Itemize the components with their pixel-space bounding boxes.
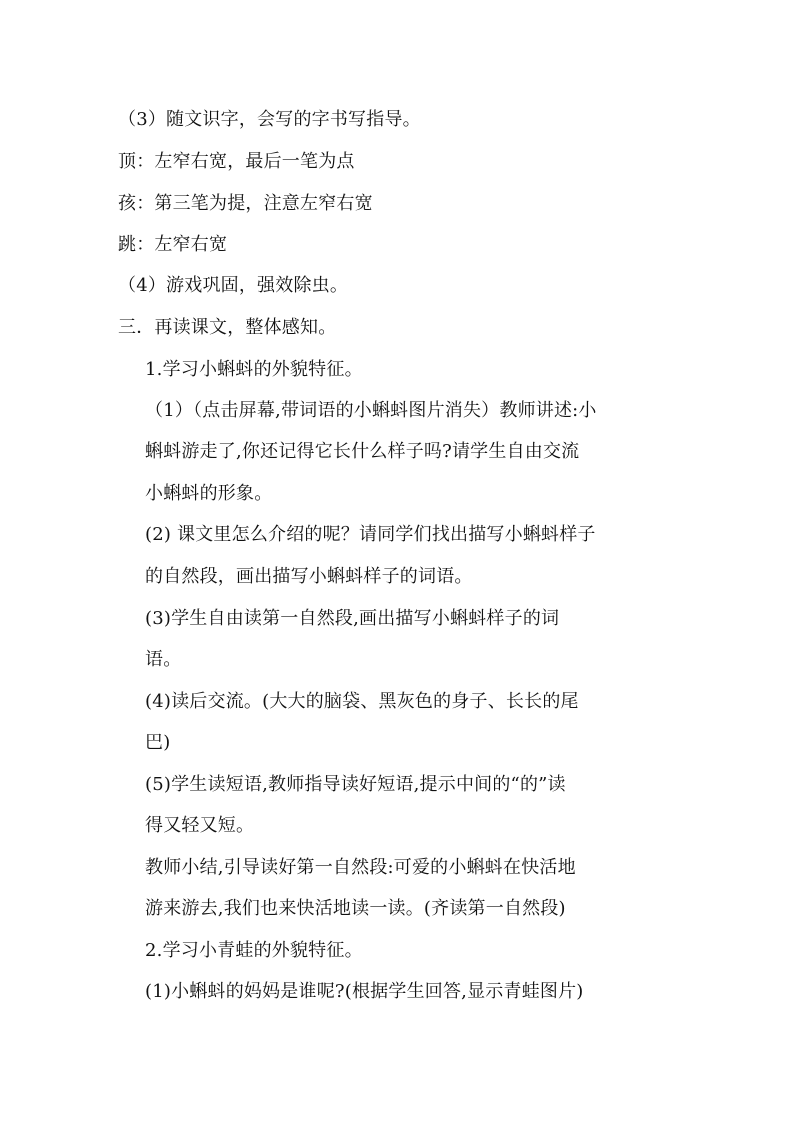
text-line: 巴) [145,732,171,753]
text-line: （4）游戏巩固，强效除虫。 [118,275,349,296]
text-line: (3)学生自由读第一自然段,画出描写小蝌蚪样子的词 [145,608,560,629]
text-line: 得又轻又短。 [145,815,255,836]
text-line: (4)读后交流。(大大的脑袋、黑灰色的身子、长长的尾 [145,691,579,712]
text-line: （1）（点击屏幕,带词语的小蝌蚪图片消失）教师讲述:小 [145,400,597,421]
subsection-heading: 1.学习小蝌蚪的外貌特征。 [145,359,363,380]
text-line: (5)学生读短语,教师指导读好短语,提示中间的“的”读 [145,774,566,795]
text-line: 孩：第三笔为提，注意左窄右宽 [118,193,373,214]
text-line: 教师小结,引导读好第一自然段:可爱的小蝌蚪在快活地 [145,857,576,878]
section-heading: 三．再读课文，整体感知。 [118,317,337,338]
text-line: 跳：左窄右宽 [118,234,228,255]
text-line: 蝌蚪游走了,你还记得它长什么样子吗?请学生自由交流 [145,441,580,462]
text-line: (2) 课文里怎么介绍的呢？请同学们找出描写小蝌蚪样子 [145,524,596,545]
text-line: 的自然段，画出描写小蝌蚪样子的词语。 [145,566,473,587]
text-line: 顶：左窄右宽，最后一笔为点 [118,151,355,172]
text-line: (1)小蝌蚪的妈妈是谁呢?(根据学生回答,显示青蛙图片) [145,981,584,1002]
subsection-heading: 2.学习小青蛙的外貌特征。 [145,940,363,961]
text-line: 小蝌蚪的形象。 [145,483,273,504]
text-line: （3）随文识字，会写的字书写指导。 [118,109,421,130]
text-line: 游来游去,我们也来快活地读一读。(齐读第一自然段) [145,898,566,919]
text-line: 语。 [145,649,182,670]
